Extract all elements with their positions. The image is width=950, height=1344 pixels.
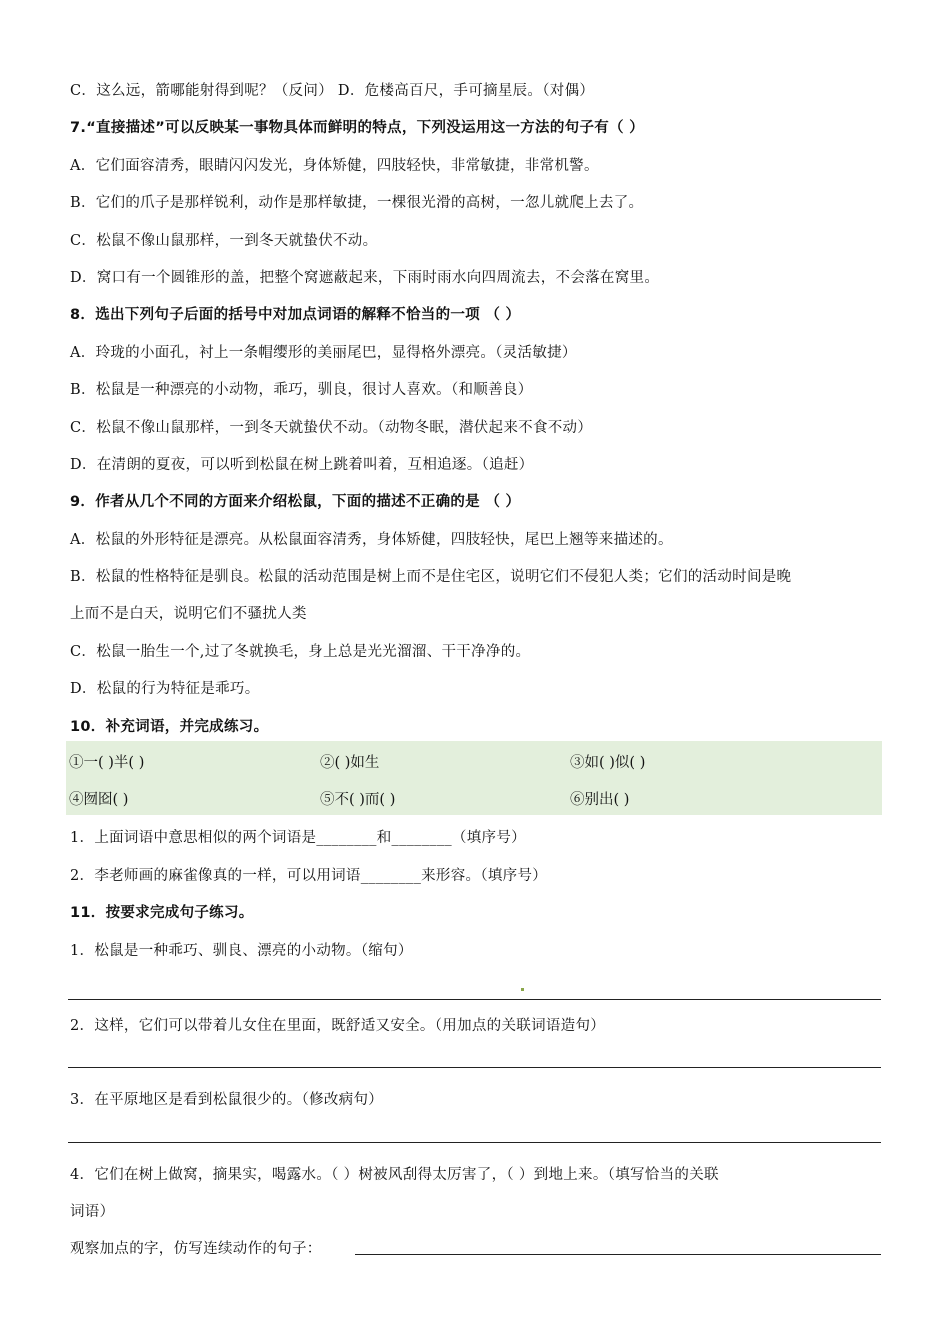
q10-exercise-2: 2．李老师画的麻雀像真的一样，可以用词语________来形容。（填序号） xyxy=(70,868,548,884)
q9-title: 9．作者从几个不同的方面来介绍松鼠，下面的描述不正确的是 （ ） xyxy=(70,494,521,510)
q8-option-b: B．松鼠是一种漂亮的小动物，乖巧，驯良，很讨人喜欢。（和顺善良） xyxy=(70,382,533,398)
q11-title: 11．按要求完成句子练习。 xyxy=(70,905,254,921)
decorative-dot xyxy=(521,988,524,991)
q7-option-b: B．它们的爪子是那样锐利，动作是那样敏捷，一棵很光滑的高树，一忽儿就爬上去了。 xyxy=(70,195,644,211)
q11-sentence-3: 3．在平原地区是看到松鼠很少的。（修改病句） xyxy=(70,1092,384,1108)
q11-sentence-2: 2．这样，它们可以带着儿女住在里面，既舒适又安全。（用加点的关联词语造句） xyxy=(70,1018,606,1034)
q9-option-b-line1: B．松鼠的性格特征是驯良。松鼠的活动范围是树上而不是住宅区，说明它们不侵犯人类；它们的活动时间是晚 xyxy=(70,569,792,585)
q7-option-c: C．松鼠不像山鼠那样，一到冬天就蛰伏不动。 xyxy=(70,233,378,249)
word-item-2[interactable]: ②( )如生 xyxy=(320,755,380,771)
q11-sentence-1: 1．松鼠是一种乖巧、驯良、漂亮的小动物。（缩句） xyxy=(70,943,413,959)
answer-line-3[interactable] xyxy=(68,1142,881,1143)
q11-sentence-4-line1: 4．它们在树上做窝，摘果实，喝露水。（ ）树被风刮得太厉害了，（ ）到地上来。（填写恰当的关联 xyxy=(70,1167,719,1183)
answer-line-imitate[interactable] xyxy=(355,1254,881,1255)
q11-imitate-prompt: 观察加点的字，仿写连续动作的句子： xyxy=(70,1241,322,1257)
q8-title: 8．选出下列句子后面的括号中对加点词语的解释不恰当的一项 （ ） xyxy=(70,307,521,323)
q10-title: 10．补充词语，并完成练习。 xyxy=(70,719,269,735)
answer-line-2[interactable] xyxy=(68,1067,881,1068)
q7-title: 7.“直接描述”可以反映某一事物具体而鲜明的特点，下列没运用这一方法的句子有（ ） xyxy=(70,120,645,136)
q9-option-b-line2: 上而不是白天，说明它们不骚扰人类 xyxy=(70,606,307,622)
q8-option-a: A．玲珑的小面孔，衬上一条帽缨形的美丽尾巴，显得格外漂亮。（灵活敏捷） xyxy=(70,345,577,361)
q11-sentence-4-line2: 词语） xyxy=(70,1204,115,1220)
q9-option-a: A．松鼠的外形特征是漂亮。从松鼠面容清秀，身体矫健，四肢轻快，尾巴上翘等来描述的。 xyxy=(70,532,673,548)
q9-option-d: D．松鼠的行为特征是乖巧。 xyxy=(70,681,260,697)
word-item-3[interactable]: ③如( )似( ) xyxy=(570,755,646,771)
q9-option-c: C．松鼠一胎生一个,过了冬就换毛，身上总是光光溜溜、干干净净的。 xyxy=(70,644,531,660)
word-item-6[interactable]: ⑥别出( ) xyxy=(570,792,630,808)
q7-option-d: D．窝口有一个圆锥形的盖，把整个窝遮蔽起来，下雨时雨水向四周流去，不会落在窝里。 xyxy=(70,270,660,286)
q6-option-cd: C．这么远，箭哪能射得到呢？（反问） D．危楼高百尺，手可摘星辰。（对偶） xyxy=(70,83,595,99)
q8-option-d: D．在清朗的夏夜，可以听到松鼠在树上跳着叫着，互相追逐。（追赶） xyxy=(70,457,534,473)
q8-option-c: C．松鼠不像山鼠那样，一到冬天就蛰伏不动。（动物冬眠，潜伏起来不食不动） xyxy=(70,420,593,436)
answer-line-1[interactable] xyxy=(68,999,881,1000)
word-item-4[interactable]: ④囫囵( ) xyxy=(69,792,129,808)
word-fill-table xyxy=(66,741,882,815)
q10-exercise-1: 1．上面词语中意思相似的两个词语是________和________（填序号） xyxy=(70,830,526,846)
word-item-5[interactable]: ⑤不( )而( ) xyxy=(320,792,396,808)
word-item-1[interactable]: ①一( )半( ) xyxy=(69,755,145,771)
q7-option-a: A．它们面容清秀，眼睛闪闪发光，身体矫健，四肢轻快，非常敏捷，非常机警。 xyxy=(70,158,599,174)
